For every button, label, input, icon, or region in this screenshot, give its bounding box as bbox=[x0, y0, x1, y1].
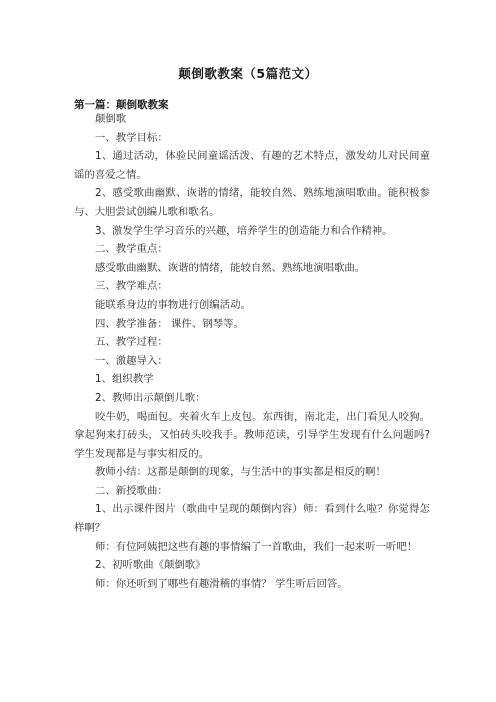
paragraph: 一、激趣导入： bbox=[95, 354, 168, 367]
paragraph: 二、新授歌曲： bbox=[95, 484, 168, 497]
paragraph: 1、通过活动，体验民间童谣活泼、有趣的艺术特点，激发幼儿对民间童谣的喜爱之情。 bbox=[74, 150, 430, 181]
paragraph: 二、教学重点： bbox=[95, 243, 168, 256]
section-heading: 第一篇：颠倒歌教案 bbox=[74, 99, 169, 111]
paragraph: 师：你还听到了哪些有趣滑稽的事情？ 学生听后回答。 bbox=[95, 577, 348, 590]
paragraph: 咬牛奶，喝面包。夹着火车上皮包。东西街，南北走，出门看见人咬狗。拿起狗来打砖头，又怕砖头咬我手。教师范读，引导学生发现有什么问题吗? 学生发现都是与事实相反的。 bbox=[74, 410, 430, 460]
paragraph: 颠倒歌 bbox=[95, 113, 127, 125]
paragraph: 3、激发学生学习音乐的兴趣，培养学生的创造能力和合作精神。 bbox=[95, 224, 393, 237]
paragraph: 1、组织教学 bbox=[95, 373, 154, 386]
paragraph: 2、初听歌曲《颠倒歌》 bbox=[95, 559, 206, 572]
paragraph: 能联系身边的事物进行创编活动。 bbox=[95, 298, 251, 311]
document-title: 颠倒歌教案（5篇范文） bbox=[178, 66, 318, 81]
paragraph: 2、感受歌曲幽默、诙谐的情绪，能较自然、熟练地演唱歌曲。能积极参与、大胆尝试创编儿歌和歌名。 bbox=[74, 187, 430, 218]
paragraph: 1、出示课件图片（歌曲中呈现的颠倒内容）师：看到什么啦？你觉得怎样啊？ bbox=[74, 503, 430, 535]
document-body bbox=[74, 110, 430, 593]
paragraph: 三、教学难点： bbox=[95, 280, 168, 293]
paragraph: 四、教学准备： 课件、钢琴等。 bbox=[95, 317, 244, 330]
paragraph: 感受歌曲幽默、诙谐的情绪，能较自然、熟练地演唱歌曲。 bbox=[95, 261, 366, 274]
paragraph: 五、教学过程： bbox=[95, 336, 168, 349]
paragraph: 一、教学目标： bbox=[95, 131, 168, 144]
paragraph: 师：有位阿姨把这些有趣的事情编了一首歌曲，我们一起来听一听吧！ bbox=[95, 540, 418, 553]
paragraph: 教师小结：这都是颠倒的现象，与生活中的事实都是相反的啊！ bbox=[95, 466, 386, 479]
paragraph: 2、教师出示颠倒儿歌： bbox=[95, 391, 206, 404]
